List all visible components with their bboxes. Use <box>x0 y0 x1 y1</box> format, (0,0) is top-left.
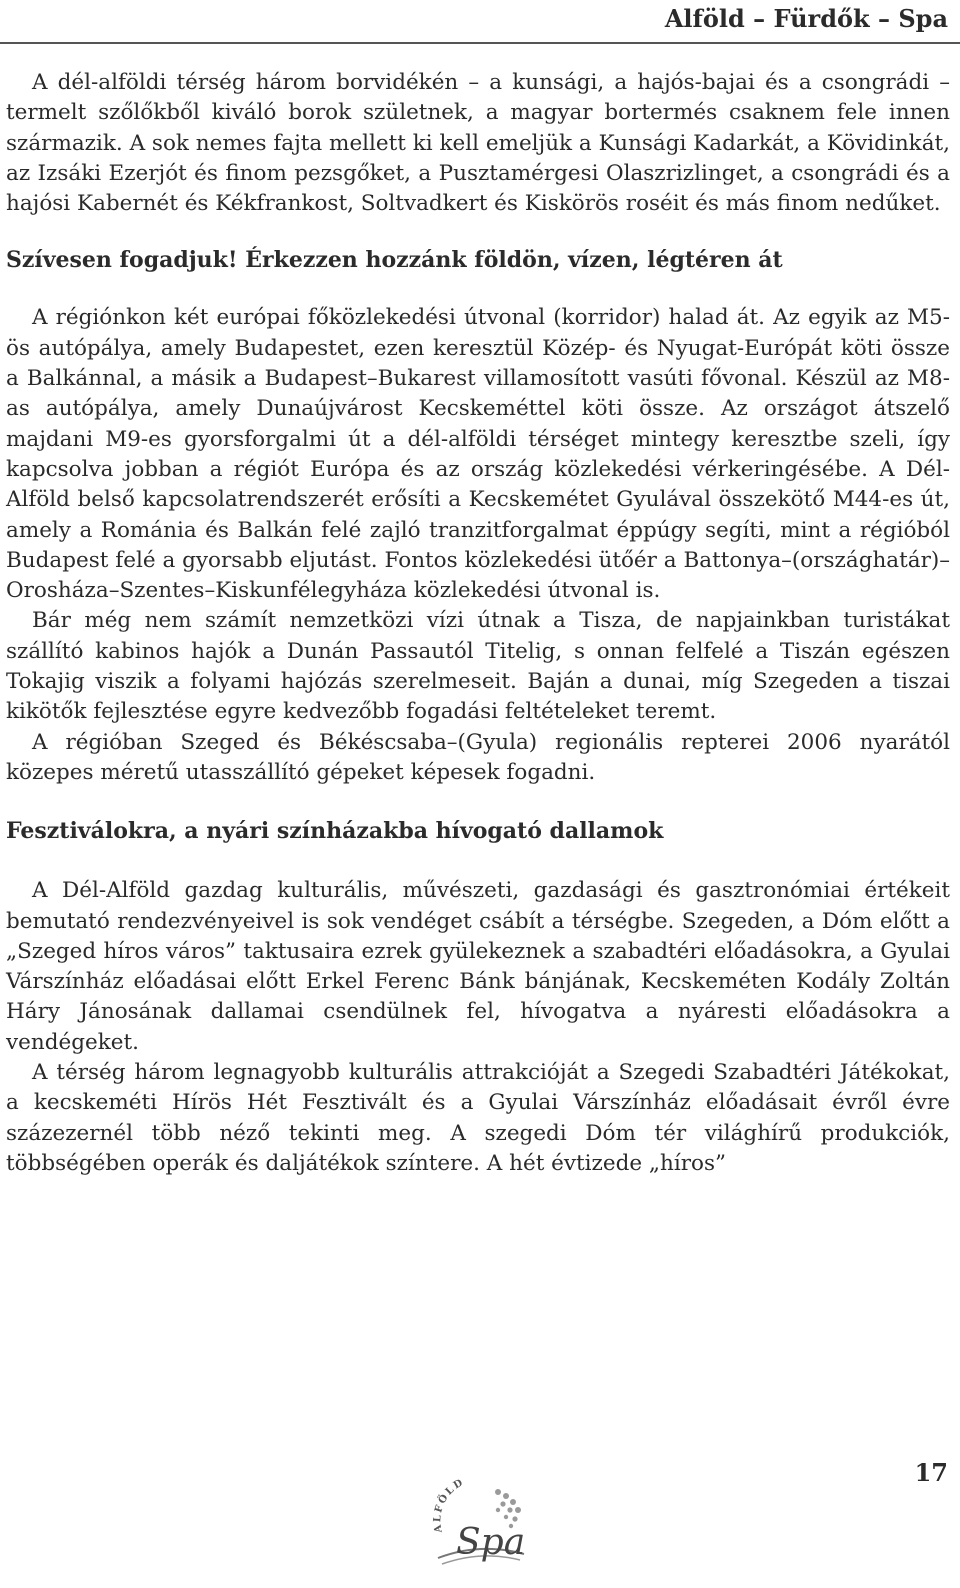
intro-paragraph: A dél-alföldi térség három borvidékén – a kunsági, a hajós-bajai és a csongrádi – termelt szőlőkből kiváló borok születnek, a magyar bortermés csaknem fele innen származik. A sok nemes fajta mellett ki kell emeljük a Kunsági Kadarkát, a Kövidinkát, az Izsáki Ezerjót és finom pezsgőket, a Pusztamérgesi Olaszrizlinget, a csongrádi és a hajósi Kabernét és Kékfrankost, Soltvadkert és Kiskörös roséit és más finom nedűket. <box>6 70 950 217</box>
section-heading-transport: Szívesen fogadjuk! Érkezzen hozzánk földön, vízen, légtéren át <box>6 247 783 274</box>
page-number: 17 <box>914 1458 948 1487</box>
paragraph-transport-air: A régióban Szeged és Békéscsaba–(Gyula) regionális repterei 2006 nyarától közepes méretű utasszállító gépeket képesek fogadni. <box>6 729 950 785</box>
header-rule <box>0 42 960 44</box>
logo-arc-text: ALFÖLD <box>432 1476 467 1534</box>
alfold-spa-logo <box>420 1462 540 1580</box>
page-body <box>6 68 950 1179</box>
running-head-title: Alföld – Fürdők – Spa <box>664 4 948 33</box>
section-heading-festivals: Fesztiválokra, a nyári színházakba hívogató dallamok <box>6 818 664 845</box>
logo-spa-text: Spa <box>456 1522 526 1563</box>
paragraph-transport-roads: A régiónkon két európai főközlekedési útvonal (korridor) halad át. Az egyik az M5-ös autópálya, amely Budapestet, ezen keresztül Közép- és Nyugat-Európát köti össze a Balkánnal, a másik a Budapest–Bukarest villamosított vasúti fővonal. Készül az M8-as autópálya, amely Dunaújvárost Kecskeméttel köti össze. Az országot átszelő majdani M9-es gyorsforgalmi út a dél-alföldi térséget mintegy keresztbe szeli, így kapcsolva jobban a régiót Európa és az ország közlekedési vérkeringésébe. A Dél-Alföld belső kapcsolatrendszerét erősíti a Kecskemétet Gyulával összekötő M44-es út, amely a Románia és Balkán felé zajló tranzitforgalmat éppúgy segíti, mint a régióból Budapest felé a gyorsabb eljutást. Fontos közlekedési ütőér a Battonya–(országhatár)–Orosháza–Szentes–Kiskunfélegyháza közlekedési útvonal is. <box>6 305 950 604</box>
paragraph-festivals-culture: A Dél-Alföld gazdag kulturális, művészeti, gazdasági és gasztronómiai értékeit bemutató rendezvényeivel is sok vendéget csábít a térségbe. Szegeden, a Dóm előtt a „Szeged híros város” taktusaira ezrek gyülekeznek a szabadtéri előadásokra, a Gyulai Várszínház előadásai előtt Erkel Ferenc Bánk bánjának, Kecskeméten Kodály Zoltán Háry Jánosának dallamai csendülnek fel, hívogatva a nyáresti előadásokra a vendégeket. <box>6 878 950 1055</box>
paragraph-festivals-attractions: A térség három legnagyobb kulturális attrakcióját a Szegedi Szabadtéri Játékokat, a kecskeméti Hírös Hét Fesztivált és a Gyulai Várszínház előadásait évről évre százezernél több néző tekinti meg. A szegedi Dóm tér világhírű produkciók, többségében operák és daljátékok színtere. A hét évtizede „híros” <box>6 1060 950 1176</box>
paragraph-transport-water: Bár még nem számít nemzetközi vízi útnak a Tisza, de napjainkban turistákat szállító kabinos hajók a Dunán Passautól Titelig, s onnan felfelé a Tiszán egészen Tokajig viszik a folyami hajózás szerelmeseit. Baján a dunai, míg Szegeden a tiszai kikötők fejlesztése egyre kedvezőbb fogadási feltételeket teremt. <box>6 608 950 725</box>
